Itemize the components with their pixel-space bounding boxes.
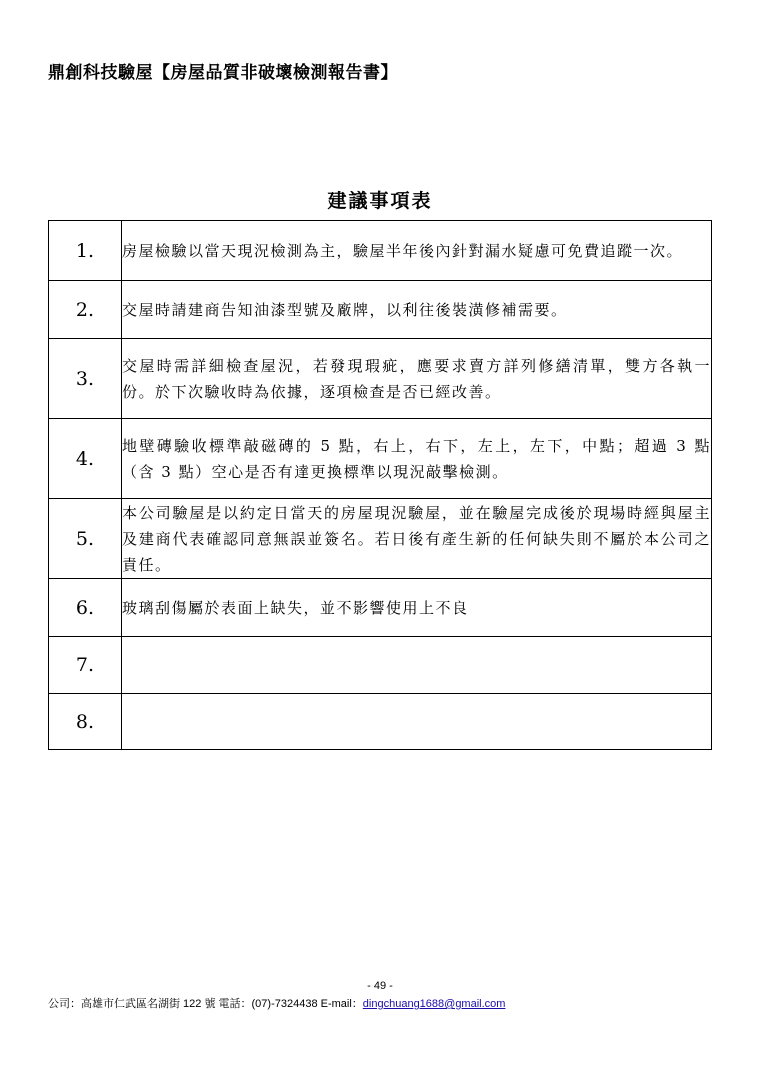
item-text: 交屋時請建商告知油漆型號及廠牌，以利往後裝潢修補需要。	[122, 281, 712, 339]
table-row	[49, 221, 712, 281]
table-row	[49, 339, 712, 419]
table-row	[49, 637, 712, 694]
company-address-phone: 公司：高雄市仁武區名湖街 122 號 電話：(07)-7324438 E-mail：	[48, 998, 363, 1010]
item-text	[122, 637, 712, 694]
item-number: 6.	[49, 579, 122, 637]
company-info	[48, 995, 505, 1011]
table-row	[49, 694, 712, 750]
table-row	[49, 419, 712, 499]
item-number: 7.	[49, 637, 122, 694]
item-text: 玻璃刮傷屬於表面上缺失，並不影響使用上不良	[122, 579, 712, 637]
item-number: 4.	[49, 419, 122, 499]
recommendations-table	[48, 220, 712, 750]
item-number: 1.	[49, 221, 122, 281]
page-number: - 49 -	[367, 980, 393, 992]
table-row	[49, 579, 712, 637]
table-row	[49, 499, 712, 579]
item-text: 房屋檢驗以當天現況檢測為主，驗屋半年後內針對漏水疑慮可免費追蹤一次。	[122, 221, 712, 281]
table-row	[49, 281, 712, 339]
item-text: 本公司驗屋是以約定日當天的房屋現況驗屋，並在驗屋完成後於現場時經與屋主及建商代表確認同意無誤並簽名。若日後有產生新的任何缺失則不屬於本公司之責任。	[122, 499, 712, 579]
item-text: 地壁磚驗收標準敲磁磚的 5 點，右上，右下，左上，左下，中點；超過 3 點（含 3 點）空心是否有達更換標準以現況敲擊檢測。	[122, 419, 712, 499]
report-header: 鼎創科技驗屋【房屋品質非破壞檢測報告書】	[48, 63, 398, 83]
page-title: 建議事項表	[327, 190, 433, 212]
item-number: 8.	[49, 694, 122, 750]
item-number: 3.	[49, 339, 122, 419]
item-text: 交屋時需詳細檢查屋況，若發現瑕疵，應要求賣方詳列修繕清單，雙方各執一份。於下次驗收時為依據，逐項檢查是否已經改善。	[122, 339, 712, 419]
item-text	[122, 694, 712, 750]
email-link[interactable]: dingchuang1688@gmail.com	[362, 998, 506, 1010]
item-number: 5.	[49, 499, 122, 579]
item-number: 2.	[49, 281, 122, 339]
